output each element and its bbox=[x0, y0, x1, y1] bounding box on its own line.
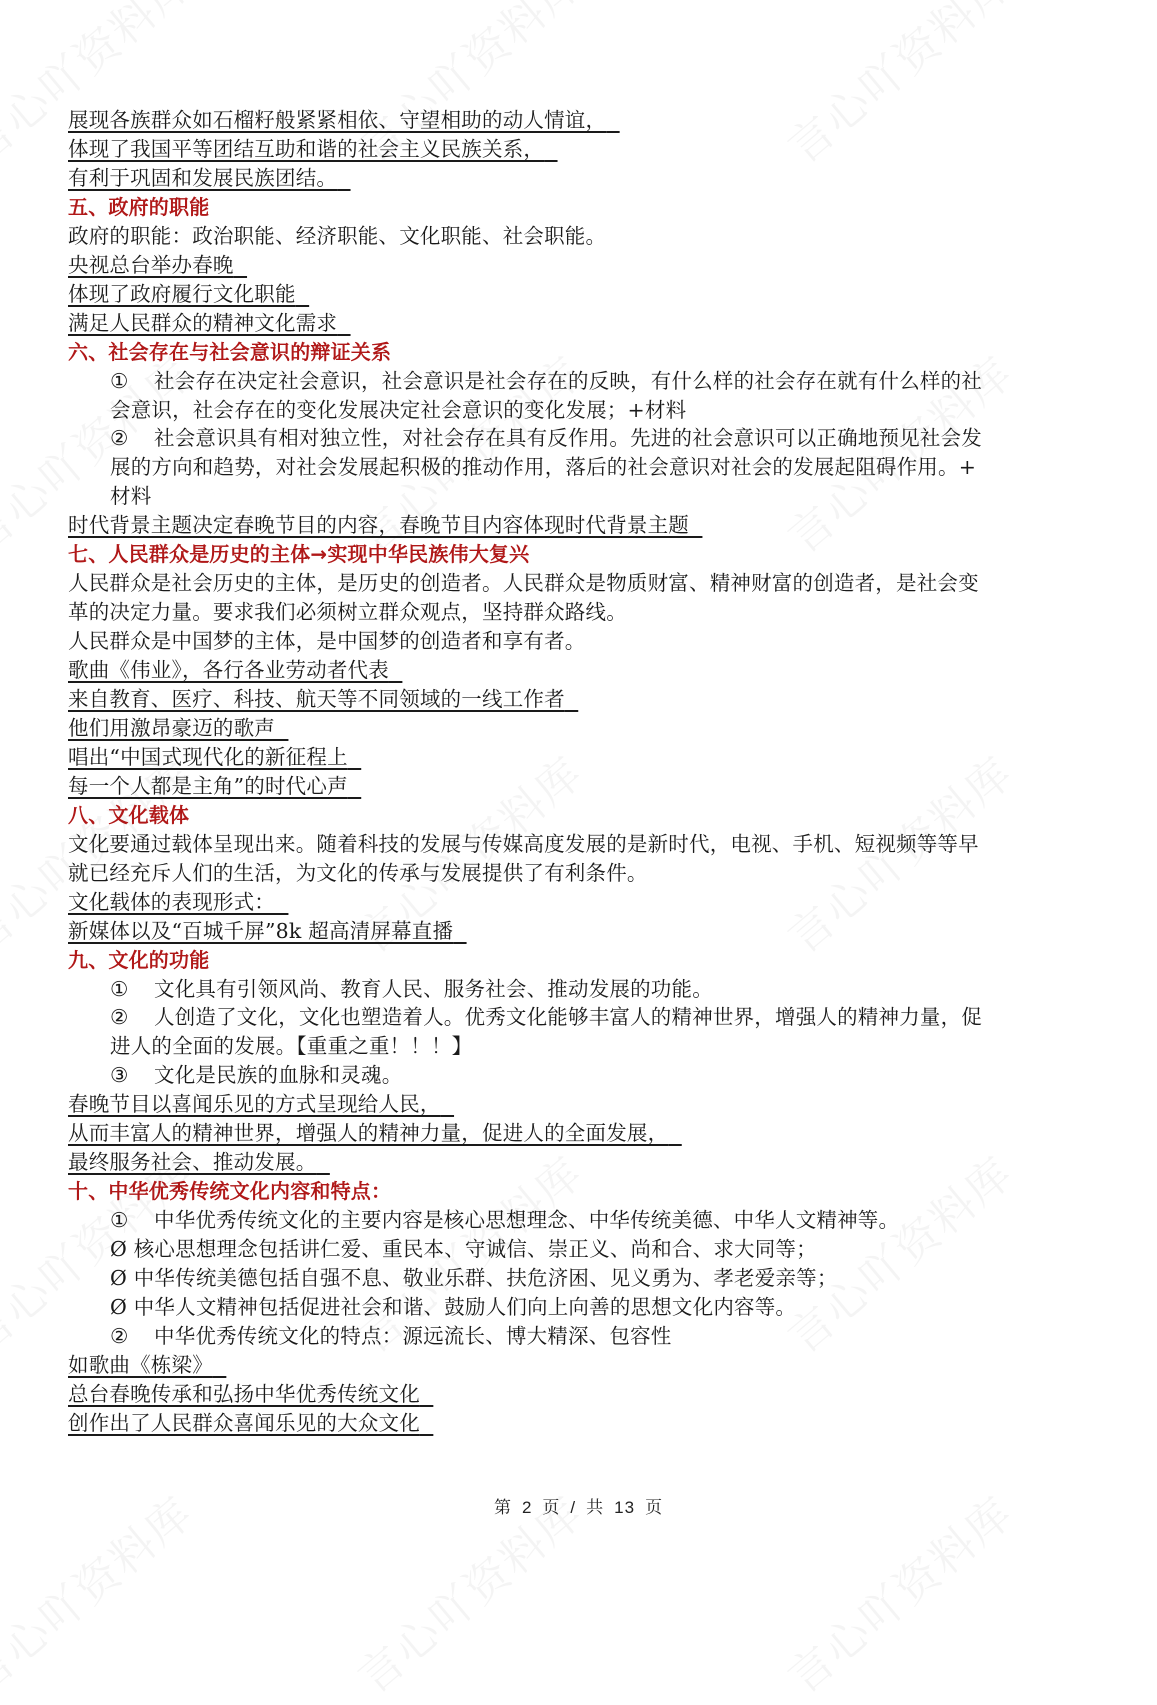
item-text: 人创造了文化，文化也塑造着人。优秀文化能够丰富人的精神世界，增强人的精神力量，促 bbox=[154, 1005, 982, 1030]
underline-trailing bbox=[689, 513, 702, 537]
item-text: 中华优秀传统文化的主要内容是核心思想理念、中华传统美德、中华人文精神等。 bbox=[154, 1208, 900, 1233]
paragraph-line: 人民群众是社会历史的主体，是历史的创造者。人民群众是物质财富、精神财富的创造者，是社会变 bbox=[68, 571, 979, 596]
underlined-line bbox=[68, 714, 288, 743]
paragraph-line: 文化要通过载体呈现出来。随着科技的发展与传媒高度发展的是新时代，电视、手机、短视频等等早 bbox=[68, 831, 979, 856]
item-number: ② bbox=[110, 1005, 129, 1030]
bullet-item: Ø 中华人文精神包括促进社会和谐、鼓励人们向上向善的思想文化内容等。 bbox=[110, 1294, 797, 1319]
item-continuation: 会意识，社会存在的变化发展决定社会意识的变化发展；+材料 bbox=[110, 397, 687, 422]
footer-total-prefix: 共 bbox=[586, 1498, 605, 1517]
bullet-item: Ø 核心思想理念包括讲仁爱、重民本、守诚信、崇正义、尚和合、求大同等； bbox=[110, 1237, 817, 1262]
underline-trailing bbox=[606, 108, 619, 132]
underlined-line bbox=[68, 280, 309, 309]
underlined-line bbox=[68, 1380, 433, 1409]
underlined-line bbox=[68, 743, 361, 772]
numbered-item bbox=[110, 1206, 899, 1235]
footer-total-unit: 页 bbox=[645, 1498, 664, 1517]
underline-trailing bbox=[668, 1121, 681, 1145]
underlined-text: 体现了政府履行文化职能 bbox=[68, 281, 296, 306]
underlined-text: 新媒体以及“百城千屏”8k 超高清屏幕直播 bbox=[68, 918, 454, 943]
underlined-text: 如歌曲《栋梁》 bbox=[68, 1352, 213, 1377]
item-number: ① bbox=[110, 976, 129, 1001]
footer-page-number: 2 bbox=[521, 1498, 533, 1517]
underline-trailing bbox=[420, 1411, 433, 1435]
underlined-line bbox=[68, 1090, 454, 1119]
underlined-line bbox=[68, 656, 402, 685]
underline-trailing bbox=[348, 745, 361, 769]
underlined-text: 文化载体的表现形式： bbox=[68, 889, 275, 914]
item-text: 文化是民族的血脉和灵魂。 bbox=[154, 1063, 403, 1088]
paragraph-line: 就已经充斥人们的生活，为文化的传承与发展提供了有利条件。 bbox=[68, 860, 648, 885]
underlined-text: 唱出“中国式现代化的新征程上 bbox=[68, 744, 348, 769]
item-text: 文化具有引领风尚、教育人民、服务社会、推动发展的功能。 bbox=[154, 976, 713, 1001]
section-heading: 八、文化载体 bbox=[68, 802, 190, 827]
underline-trailing bbox=[389, 658, 402, 682]
footer-page-unit: 页 bbox=[542, 1498, 561, 1517]
section-heading: 十、中华优秀传统文化内容和特点： bbox=[68, 1179, 392, 1204]
underlined-text: 每一个人都是主角”的时代心声 bbox=[68, 773, 348, 798]
underlined-line bbox=[68, 772, 361, 801]
underlined-text: 央视总台举办春晚 bbox=[68, 252, 234, 277]
item-number: ② bbox=[110, 426, 129, 451]
underline-trailing bbox=[337, 311, 350, 335]
item-number: ① bbox=[110, 1208, 129, 1233]
underlined-text: 从而丰富人的精神世界，增强人的精神力量，促进人的全面发展， bbox=[68, 1121, 669, 1146]
section-heading: 六、社会存在与社会意识的辩证关系 bbox=[68, 339, 392, 364]
item-text: 中华优秀传统文化的特点：源远流长、博大精深、包容性 bbox=[154, 1323, 672, 1348]
item-text: 社会意识具有相对独立性，对社会存在具有反作用。先进的社会意识可以正确地预见社会发 bbox=[154, 426, 982, 451]
bullet-item: Ø 中华传统美德包括自强不息、敬业乐群、扶危济困、见义勇为、孝老爱亲等； bbox=[110, 1266, 838, 1290]
numbered-item bbox=[110, 424, 982, 453]
section-heading: 五、政府的职能 bbox=[68, 194, 210, 219]
underline-trailing bbox=[213, 1353, 226, 1377]
numbered-item bbox=[110, 975, 713, 1004]
underline-trailing bbox=[441, 1092, 454, 1116]
section-heading: 九、文化的功能 bbox=[68, 947, 210, 972]
underlined-line bbox=[68, 685, 578, 714]
underline-trailing bbox=[453, 919, 466, 943]
numbered-item bbox=[110, 367, 982, 396]
footer-separator: / bbox=[570, 1498, 577, 1517]
underlined-line bbox=[68, 1119, 682, 1148]
underline-trailing bbox=[544, 137, 557, 161]
section-heading: 七、人民群众是历史的主体→实现中华民族伟大复兴 bbox=[68, 542, 530, 567]
paragraph-line: 革的决定力量。要求我们必须树立群众观点，坚持群众路线。 bbox=[68, 600, 627, 625]
underline-trailing bbox=[275, 716, 288, 740]
underline-trailing bbox=[316, 1150, 329, 1174]
underlined-text: 创作出了人民群众喜闻乐见的大众文化 bbox=[68, 1410, 420, 1435]
footer-total-pages: 13 bbox=[614, 1498, 636, 1517]
underline-trailing bbox=[348, 774, 361, 798]
underlined-line bbox=[68, 309, 351, 338]
item-number: ① bbox=[110, 368, 129, 393]
underlined-line bbox=[68, 1148, 330, 1177]
item-text: 社会存在决定社会意识，社会意识是社会存在的反映，有什么样的社会存在就有什么样的社 bbox=[154, 368, 982, 393]
underlined-text: 满足人民群众的精神文化需求 bbox=[68, 310, 338, 335]
item-continuation: 进人的全面的发展。【重重之重！！！】 bbox=[110, 1034, 473, 1059]
item-continuation: 展的方向和趋势，对社会发展起积极的推动作用，落后的社会意识对社会的发展起阻碍作用。+ bbox=[110, 455, 977, 480]
paragraph-line: 人民群众是中国梦的主体，是中国梦的创造者和享有者。 bbox=[68, 629, 586, 654]
underlined-line bbox=[68, 917, 467, 946]
underlined-line bbox=[68, 511, 702, 540]
underlined-text: 时代背景主题决定春晚节目的内容，春晚节目内容体现时代背景主题 bbox=[68, 513, 689, 538]
underline-trailing bbox=[420, 1382, 433, 1406]
numbered-item bbox=[110, 1003, 982, 1032]
numbered-item bbox=[110, 1061, 402, 1090]
underline-trailing bbox=[565, 687, 578, 711]
underlined-line bbox=[68, 1409, 433, 1438]
underlined-text: 体现了我国平等团结互助和谐的社会主义民族关系， bbox=[68, 136, 545, 161]
item-continuation: 材料 bbox=[110, 484, 152, 509]
underline-trailing bbox=[275, 890, 288, 914]
underlined-text: 歌曲《伟业》，各行各业劳动者代表 bbox=[68, 658, 389, 683]
numbered-item bbox=[110, 1322, 672, 1351]
underlined-text: 来自教育、医疗、科技、航天等不同领域的一线工作者 bbox=[68, 687, 565, 711]
item-number: ③ bbox=[110, 1063, 129, 1088]
underlined-line bbox=[68, 251, 247, 280]
underline-trailing bbox=[296, 282, 309, 306]
underlined-text: 总台春晚传承和弘扬中华优秀传统文化 bbox=[68, 1381, 420, 1406]
underlined-text: 春晚节目以喜闻乐见的方式呈现给人民， bbox=[68, 1092, 441, 1117]
underlined-text: 他们用激昂豪迈的歌声 bbox=[68, 715, 275, 740]
underline-trailing bbox=[234, 253, 247, 277]
underlined-line bbox=[68, 164, 351, 193]
footer-prefix: 第 bbox=[493, 1498, 512, 1517]
paragraph-line: 政府的职能：政治职能、经济职能、文化职能、社会职能。 bbox=[68, 223, 607, 248]
underlined-line bbox=[68, 135, 558, 164]
underlined-text: 有利于巩固和发展民族团结。 bbox=[68, 165, 338, 190]
underlined-text: 展现各族群众如石榴籽般紧紧相依、守望相助的动人情谊， bbox=[68, 108, 607, 132]
underlined-text: 最终服务社会、推动发展。 bbox=[68, 1150, 317, 1175]
underline-trailing bbox=[337, 166, 350, 190]
underlined-line bbox=[68, 888, 288, 917]
item-number: ② bbox=[110, 1323, 129, 1348]
underlined-line bbox=[68, 106, 620, 135]
underlined-line bbox=[68, 1351, 226, 1380]
